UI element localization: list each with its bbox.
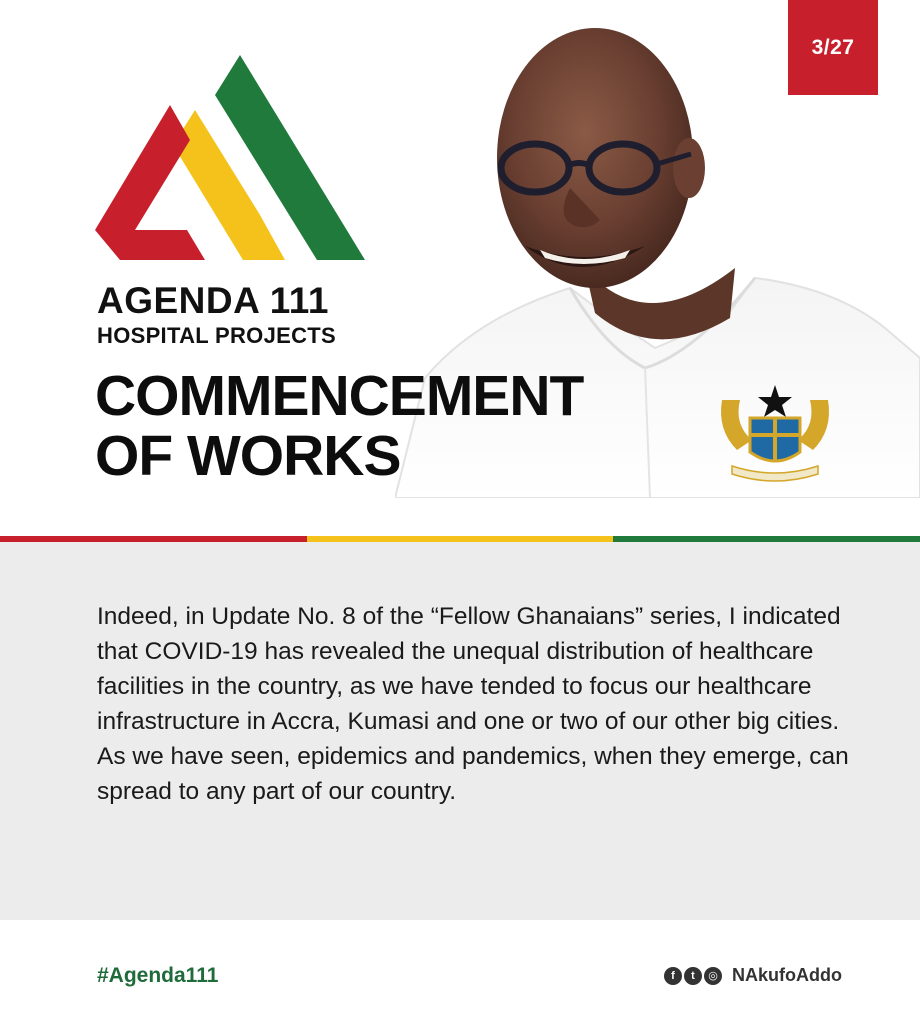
agenda-subtitle: HOSPITAL PROJECTS (97, 323, 336, 348)
footer (0, 920, 920, 1024)
body-panel (0, 542, 920, 920)
hashtag: #Agenda111 (97, 964, 219, 987)
social-handle-group (664, 965, 842, 986)
page-counter-badge: 3/27 (788, 0, 878, 95)
agenda-title: AGENDA 111 (97, 280, 329, 321)
agenda-111-logo-icon (95, 55, 365, 265)
twitter-icon: t (684, 967, 702, 985)
headline (95, 366, 583, 486)
headline-line-2: OF WORKS (95, 424, 401, 488)
ghana-coat-of-arms-icon (712, 380, 838, 488)
facebook-icon: f (664, 967, 682, 985)
headline-line-1: COMMENCEMENT (95, 364, 584, 428)
instagram-icon: ◎ (704, 967, 722, 985)
social-handle: NAkufoAddo (732, 965, 842, 985)
body-text: Indeed, in Update No. 8 of the “Fellow Ghanaians” series, I indicated that COVID-19 has revealed the unequal distribution of healthcare facilities in the country, as we have tended to focus our healthcare infrastructure in Accra, Kumasi and one or two of our other big cities. As we have seen, epidemics and pandemics, when they emerge, can spread to any part of our country. (97, 603, 849, 805)
